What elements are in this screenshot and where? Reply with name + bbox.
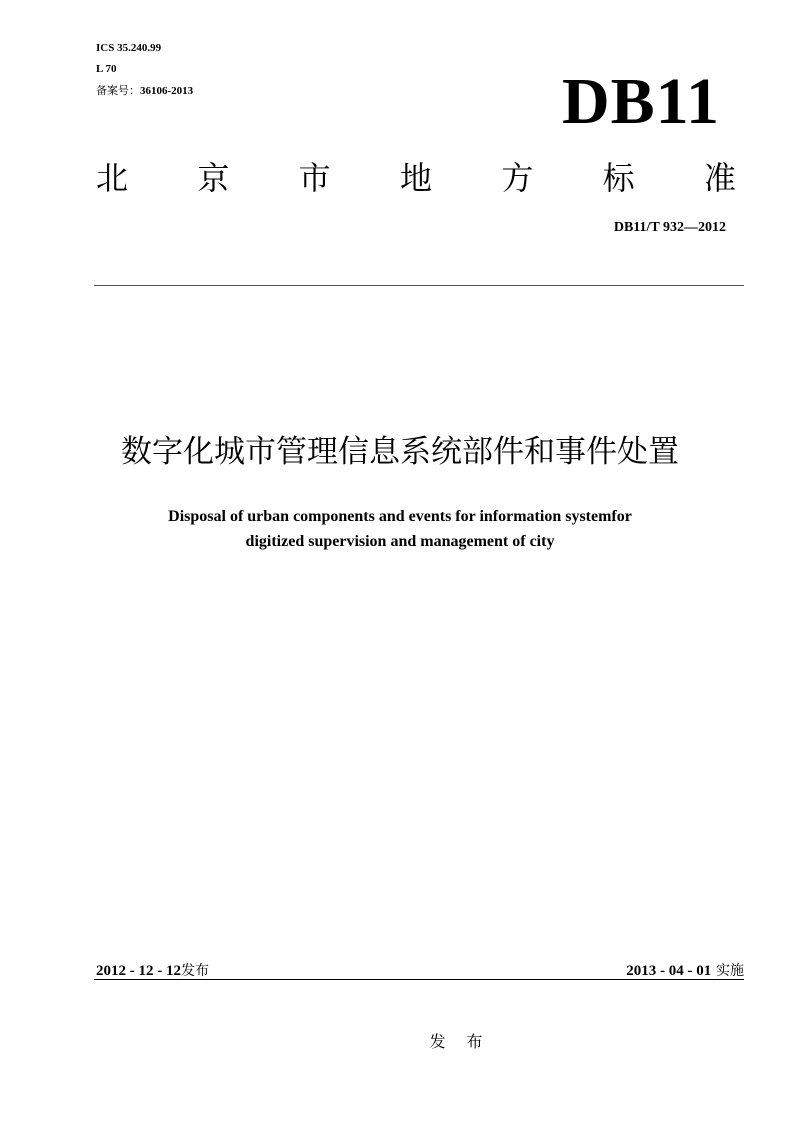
issue-date: 2012 - 12 - 12: [96, 963, 181, 979]
standard-type-char: 市: [298, 159, 331, 197]
document-title-english: [60, 504, 740, 554]
standard-type-char: 京: [197, 159, 230, 197]
record-number-line: [96, 84, 193, 98]
standard-type-char: 准: [703, 159, 736, 197]
standard-code: DB11/T 932—2012: [613, 220, 726, 235]
ccs-code: L 70: [96, 63, 117, 75]
publisher-line: 发 布: [429, 1032, 491, 1051]
implementation-label: 实施: [716, 963, 744, 979]
header-divider: [94, 285, 744, 286]
issue-date-block: [96, 960, 209, 981]
standard-logo: DB11: [561, 65, 720, 138]
english-title-line-1: Disposal of urban components and events for information systemfor: [168, 508, 632, 525]
standard-type-char: 北: [96, 159, 129, 197]
english-title-line-2: digitized supervision and management of city: [245, 533, 555, 550]
implementation-date: 2013 - 04 - 01: [626, 963, 712, 979]
standard-type-char: 标: [602, 159, 635, 197]
standard-type-char: 方: [501, 159, 534, 197]
record-number-value: 36106-2013: [140, 85, 194, 97]
standard-type-char: 地: [399, 159, 432, 197]
implementation-date-block: [540, 960, 744, 981]
ics-code: ICS 35.240.99: [96, 42, 162, 54]
record-number-label: 备案号：: [96, 84, 140, 97]
document-title-chinese: 数字化城市管理信息系统部件和事件处置: [121, 434, 679, 470]
date-divider: [94, 979, 744, 980]
standard-type-heading: [96, 156, 736, 200]
issue-label: 发布: [181, 963, 209, 979]
